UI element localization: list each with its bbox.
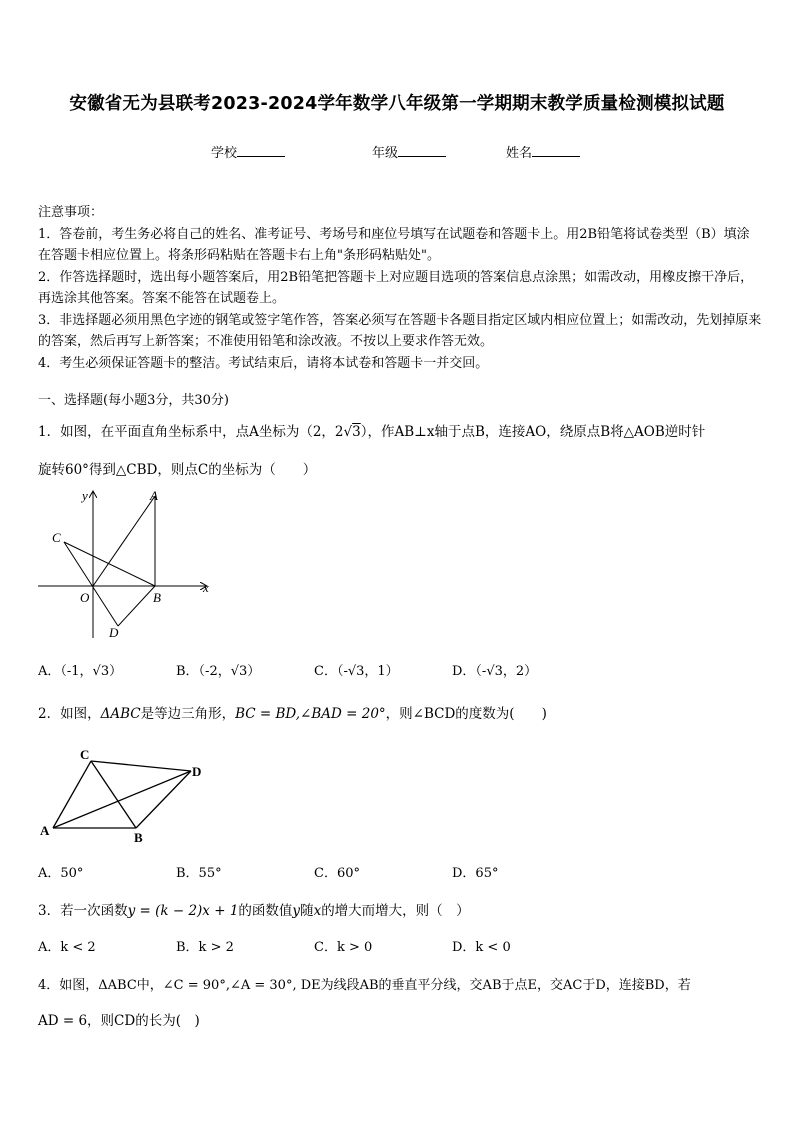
q2-text-c: 是等边三角形， <box>140 706 236 722</box>
q1-option-c[interactable]: C．（-√3，1） <box>314 664 399 679</box>
notice-block <box>38 202 762 374</box>
q3-text-e: 随 <box>300 903 314 919</box>
label-b: B <box>134 830 143 845</box>
q3-option-a[interactable]: A．k < 2 <box>38 940 96 955</box>
label-a: A <box>40 823 50 838</box>
grade-label: 年级 <box>372 146 399 161</box>
q3-var-y: y <box>292 903 301 919</box>
q3-text-c: 的函数值 <box>238 903 293 919</box>
question-3 <box>38 899 760 919</box>
question-4-line-1: 4．如图，ΔABC中，∠C = 90°,∠A = 30°, DE为线段AB的垂直平分线，交AB于点E，交AC于D，连接BD，若 <box>38 978 691 993</box>
label-d: D <box>109 625 119 640</box>
segment-db <box>118 586 155 626</box>
q1-option-a[interactable]: A．（-1，√3） <box>38 664 123 679</box>
q3-text-a: 3．若一次函数 <box>38 903 128 919</box>
notice-item: 2．作答选择题时，选出每小题答案后，用2B铅笔把答题卡上对应题目选项的答案信息点涂黑；如需改动，用橡皮擦干净后，再选涂其他答案。答案不能答在试题卷上。 <box>38 269 754 306</box>
q3-var-x: x <box>313 903 322 919</box>
page-title: 安徽省无为县联考2023-2024学年数学八年级第一学期期末教学质量检测模拟试题 <box>69 94 725 114</box>
name-field <box>506 142 580 161</box>
name-blank <box>532 144 580 157</box>
segment-bd <box>136 771 191 828</box>
q1-option-b[interactable]: B．（-2，√3） <box>176 664 261 679</box>
q2-option-c[interactable]: C．60° <box>314 866 360 881</box>
q3-option-b[interactable]: B．k > 2 <box>176 940 234 955</box>
q2-text-d: BC = BD,∠BAD = 20° <box>235 706 386 722</box>
question-4-line-2: AD = 6，则CD的长为( ) <box>38 1013 200 1029</box>
question-1-line-1 <box>38 420 760 440</box>
segment-ad <box>53 771 191 828</box>
label-b: B <box>153 590 161 605</box>
label-x: x <box>203 580 209 595</box>
q1-option-d[interactable]: D．（-√3，2） <box>452 664 538 679</box>
notice-heading: 注意事项： <box>38 205 104 220</box>
segment-oa <box>93 496 155 586</box>
q1-radicand: 3 <box>352 424 361 440</box>
school-field <box>211 142 285 161</box>
notice-item: 3．非选择题必须用黑色字迹的钢笔或签字笔作答，答案必须写在答题卡各题目指定区域内相应位置上；如需改动，先划掉原来的答案，然后再写上新答案；不准使用铅笔和涂改液。不按以上要求作答无效。 <box>38 312 762 349</box>
school-blank <box>237 144 285 157</box>
segment-cb <box>91 761 136 828</box>
q2-text-b: ΔABC <box>100 706 141 722</box>
segment-ac <box>53 761 91 828</box>
q2-figure <box>36 744 216 848</box>
q3-option-d[interactable]: D．k < 0 <box>452 940 511 955</box>
q1-text-a: 1．如图，在平面直角坐标系中，点A坐标为（2，2 <box>38 424 344 440</box>
label-c: C <box>52 530 61 545</box>
q2-option-a[interactable]: A．50° <box>38 866 84 881</box>
name-label: 姓名 <box>506 146 533 161</box>
label-o: O <box>80 590 90 605</box>
question-2 <box>38 702 760 722</box>
label-c: C <box>80 747 90 762</box>
grade-blank <box>398 144 446 157</box>
q2-option-d[interactable]: D．65° <box>452 866 499 881</box>
question-1-line-2: 旋转60°得到△CBD，则点C的坐标为（ ） <box>38 462 317 478</box>
q1-text-b: ），作AB⊥x轴于点B，连接AO，绕原点B将△AOB逆时针 <box>360 424 706 440</box>
q3-option-c[interactable]: C．k > 0 <box>314 940 373 955</box>
segment-cd <box>91 761 191 771</box>
label-a: A <box>150 488 158 503</box>
notice-item: 1．答卷前，考生务必将自己的姓名、准考证号、考场号和座位号填写在试题卷和答题卡上。用2B铅笔将试卷类型（B）填涂在答题卡相应位置上。将条形码粘贴在答题卡右上角"条形码粘贴处"。 <box>38 226 750 263</box>
sqrt-symbol: √ <box>343 424 353 440</box>
label-d: D <box>192 764 202 779</box>
q2-text-a: 2．如图， <box>38 706 101 722</box>
q2-option-b[interactable]: B．55° <box>176 866 222 881</box>
section-heading: 一、选择题(每小题3分，共30分) <box>38 393 229 408</box>
label-y: y <box>82 488 88 503</box>
notice-item: 4．考生必须保证答题卡的整洁。考试结束后，请将本试卷和答题卡一并交回。 <box>38 355 489 371</box>
q2-text-e: ，则∠BCD的度数为( ) <box>385 706 547 722</box>
school-label: 学校 <box>211 146 238 161</box>
grade-field <box>372 142 446 161</box>
q3-text-g: 的增大而增大，则（ ） <box>321 903 470 919</box>
q3-formula: y = (k − 2)x + 1 <box>127 903 239 919</box>
q1-figure <box>34 486 214 642</box>
